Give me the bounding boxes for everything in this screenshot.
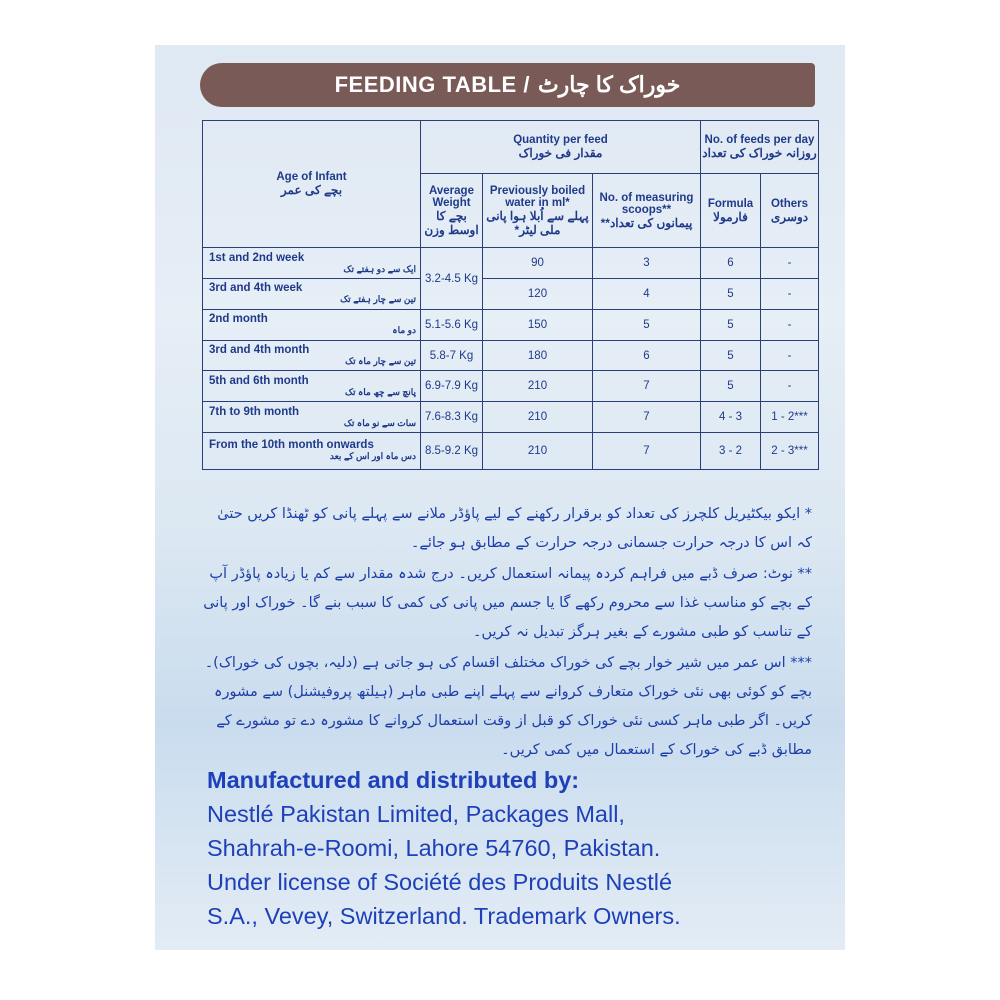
scoops-cell: 7	[593, 432, 701, 469]
water-header	[483, 174, 593, 248]
table-row	[203, 279, 819, 310]
others-cell: -	[761, 309, 819, 340]
age-ur: سات سے نو ماہ تک	[343, 417, 416, 428]
table-row	[203, 432, 819, 469]
age-en: 7th to 9th month	[209, 405, 300, 418]
formula-header-ur: فارمولا	[713, 209, 748, 224]
age-ur: دو ماہ	[392, 325, 416, 336]
age-en: 5th and 6th month	[209, 374, 309, 387]
formula-cell: 5	[701, 309, 761, 340]
water-cell: 210	[483, 371, 593, 402]
scoops-header	[593, 174, 701, 248]
banner-title-en: FEEDING TABLE /	[334, 72, 530, 97]
table-row	[203, 371, 819, 402]
age-en: From the 10th month onwards	[209, 439, 374, 452]
age-ur: تین سے چار ماہ تک	[345, 356, 416, 366]
others-cell: -	[761, 371, 819, 402]
weight-header	[421, 174, 483, 248]
manufacturer-line-2: Shahrah-e-Roomi, Lahore 54760, Pakistan.	[207, 835, 661, 861]
formula-cell: 6	[701, 248, 761, 279]
scoops-cell: 3	[593, 248, 701, 279]
scoops-cell: 6	[593, 340, 701, 371]
formula-cell: 5	[701, 340, 761, 371]
others-cell: 1 - 2***	[761, 402, 819, 433]
water-cell: 90	[483, 248, 593, 279]
note-double-asterisk: ** نوٹ: صرف ڈبے میں فراہم کردہ پیمانہ استعمال کریں۔ درج شدہ مقدار سے کم یا زیادہ پاؤڈر آپ کے بچے کو مناسب غذا سے محروم رکھے گا یا جسم میں پانی کی کمی کا سبب بنے گا۔ خوراک اور پانی کے تناسب کو طبی مشورے کے بغیر ہرگز تبدیل نہ کریں۔	[203, 566, 812, 640]
others-cell: -	[761, 279, 819, 310]
formula-cell: 5	[701, 279, 761, 310]
weight-cell: 6.9-7.9 Kg	[421, 371, 483, 402]
formula-cell: 4 - 3	[701, 402, 761, 433]
table-row	[203, 248, 819, 279]
feeds-header	[701, 121, 819, 174]
others-cell: -	[761, 248, 819, 279]
manufacturer-info	[207, 763, 827, 933]
quantity-header-ur: مقدار فی خوراک	[518, 146, 603, 161]
quantity-header	[421, 121, 701, 174]
feeding-table	[202, 120, 819, 470]
feeds-header-en: No. of feeds per day	[704, 134, 815, 147]
age-ur: ایک سے دو ہفتے تک	[343, 263, 416, 274]
manufacturer-line-1: Nestlé Pakistan Limited, Packages Mall,	[207, 801, 625, 827]
table-row	[203, 402, 819, 433]
others-header	[761, 174, 819, 248]
water-header-en: Previously boiled water in ml*	[489, 184, 586, 209]
water-cell: 180	[483, 340, 593, 371]
age-ur: تین سے چار ہفتے تک	[340, 294, 416, 305]
note-triple-asterisk: *** اس عمر میں شیر خوار بچے کی خوراک مختلف اقسام کی ہو جاتی ہے (دلیہ، بچوں کی خوراک)۔ بچے کو کوئی بھی نئی خوراک متعارف کروانے سے پہلے اپنے طبی ماہر (ہیلتھ پروفیشنل) سے مشورہ کریں۔ اگر طبی ماہر کسی نئی خوراک کو قبل از وقت استعمال کروانے کا مشورہ دے تو مشورے کے مطابق ڈبے کی خوراک کے استعمال میں کمی کریں۔	[204, 655, 812, 758]
weight-header-ur: بچے کا اوسط وزن	[424, 208, 479, 237]
table-row	[203, 309, 819, 340]
age-cell	[203, 371, 421, 402]
manufacturer-line-3: Under license of Société des Produits Nestlé	[207, 869, 673, 895]
formula-cell: 5	[701, 371, 761, 402]
others-cell: -	[761, 340, 819, 371]
weight-cell: 7.6-8.3 Kg	[421, 402, 483, 433]
formula-header-en: Formula	[707, 197, 754, 210]
scoops-header-en: No. of measuring scoops**	[599, 191, 694, 216]
others-header-en: Others	[770, 197, 809, 210]
age-cell	[203, 402, 421, 433]
age-ur: پانچ سے چھ ماہ تک	[344, 386, 416, 397]
age-en: 3rd and 4th week	[209, 282, 303, 295]
age-cell	[203, 309, 421, 340]
urdu-notes	[200, 500, 812, 767]
water-cell: 120	[483, 279, 593, 310]
weight-cell: 5.8-7 Kg	[421, 340, 483, 371]
scoops-cell: 4	[593, 279, 701, 310]
water-header-ur: پہلے سے اُبلا ہوا پانی ملی لیٹر*	[486, 208, 589, 237]
age-header	[203, 121, 421, 248]
age-en: 1st and 2nd week	[209, 251, 305, 264]
weight-cell: 5.1-5.6 Kg	[421, 309, 483, 340]
banner-title-ur: خوراک کا چارٹ	[537, 72, 681, 97]
water-cell: 210	[483, 402, 593, 433]
water-cell: 150	[483, 309, 593, 340]
manufacturer-line-4: S.A., Vevey, Switzerland. Trademark Owners.	[207, 903, 681, 929]
feeding-table-banner	[200, 63, 815, 107]
scoops-cell: 7	[593, 402, 701, 433]
age-cell	[203, 340, 421, 371]
age-header-ur: بچے کی عمر	[280, 183, 343, 198]
weight-cell: 8.5-9.2 Kg	[421, 432, 483, 469]
quantity-header-en: Quantity per feed	[513, 134, 608, 147]
note-single-asterisk: * ایکو بیکٹیریل کلچرز کی تعداد کو برقرار رکھنے کے لیے پاؤڈر ملانے سے پہلے پانی کو ٹھنڈا کریں حتیٰ کہ اس کا درجہ حرارت جسمانی درجہ حرارت کے مطابق ہو جائے۔	[217, 506, 812, 551]
manufacturer-heading: Manufactured and distributed by:	[207, 767, 580, 793]
age-en: 3rd and 4th month	[209, 344, 310, 356]
feeds-header-ur: روزانہ خوراک کی تعداد	[702, 146, 817, 161]
scoops-cell: 5	[593, 309, 701, 340]
weight-cell: 3.2-4.5 Kg	[421, 248, 483, 310]
age-cell	[203, 279, 421, 310]
formula-cell: 3 - 2	[701, 432, 761, 469]
scoops-header-ur: پیمانوں کی تعداد**	[600, 215, 693, 230]
others-header-ur: دوسری	[770, 209, 809, 224]
age-cell	[203, 248, 421, 279]
age-ur: دس ماہ اور اس کے بعد	[329, 451, 416, 462]
table-row	[203, 340, 819, 371]
age-en: 2nd month	[209, 313, 268, 326]
age-header-en: Age of Infant	[276, 171, 347, 184]
water-cell: 210	[483, 432, 593, 469]
others-cell: 2 - 3***	[761, 432, 819, 469]
formula-header	[701, 174, 761, 248]
age-cell	[203, 432, 421, 469]
weight-header-en: Average Weight	[429, 184, 474, 209]
scoops-cell: 7	[593, 371, 701, 402]
